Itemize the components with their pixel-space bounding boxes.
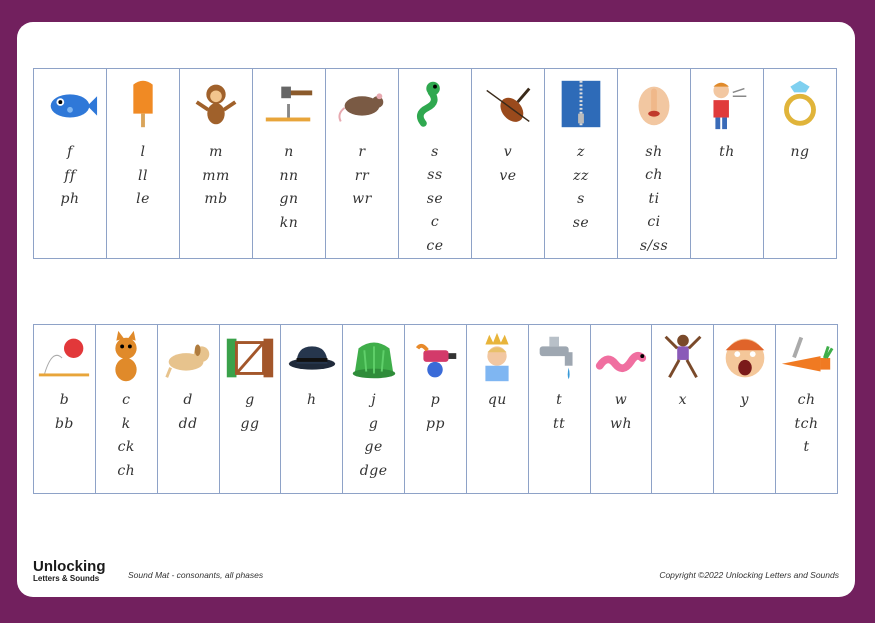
grapheme: g <box>245 392 255 408</box>
grapheme: c <box>430 214 440 230</box>
row2-sound-card <box>775 325 837 493</box>
consonant-row-2 <box>33 324 838 494</box>
grapheme: kn <box>279 214 299 231</box>
grapheme: nn <box>279 167 299 184</box>
yelling-face-icon <box>714 327 776 389</box>
grapheme-list <box>117 389 135 483</box>
grapheme: f <box>67 144 73 160</box>
grapheme: dd <box>178 415 198 432</box>
grapheme: wr <box>352 191 372 207</box>
monkey-icon <box>185 73 247 135</box>
worm-icon <box>590 327 652 389</box>
grapheme: l <box>140 144 146 160</box>
grapheme: ch <box>645 167 663 183</box>
grapheme-list <box>279 141 298 235</box>
copyright-text: Copyright ©2022 Unlocking Letters and Sounds <box>659 570 839 580</box>
grapheme: ti <box>648 190 660 207</box>
grapheme: t <box>803 439 810 455</box>
grapheme-list <box>610 389 632 436</box>
violin-icon <box>477 73 539 135</box>
row1-sound-card <box>325 69 398 258</box>
grapheme-list <box>719 141 735 165</box>
grapheme: p <box>430 392 441 408</box>
grapheme: s/ss <box>639 237 669 254</box>
ring-icon <box>769 73 831 135</box>
grapheme-list <box>55 389 74 436</box>
snake-icon <box>404 73 466 135</box>
grapheme-list <box>136 141 150 212</box>
grapheme: rr <box>354 167 370 184</box>
dog-icon <box>157 327 219 389</box>
grapheme: ck <box>117 439 135 455</box>
row1-sound-card <box>398 69 471 258</box>
sound-mat-sheet <box>17 22 855 597</box>
unlocking-logo <box>33 559 106 583</box>
grapheme: s <box>431 143 439 160</box>
grapheme-list <box>179 389 198 436</box>
consonant-row-1 <box>33 68 837 259</box>
row1-sound-card <box>106 69 179 258</box>
fish-icon <box>39 73 101 135</box>
row1-sound-card <box>544 69 617 258</box>
logo-title: Unlocking <box>33 558 106 575</box>
grapheme: ll <box>138 167 148 184</box>
grapheme: ch <box>117 462 136 479</box>
grapheme: n <box>284 144 294 160</box>
row1-sound-card <box>252 69 325 258</box>
row2-sound-card <box>713 325 775 493</box>
grapheme: th <box>719 144 735 160</box>
grapheme: b <box>59 392 70 408</box>
grapheme: ci <box>647 214 661 230</box>
grapheme: k <box>121 415 131 432</box>
row2-sound-card <box>590 325 652 493</box>
grapheme: wh <box>610 415 633 432</box>
grapheme: t <box>556 392 563 408</box>
row1-sound-card <box>34 69 106 258</box>
grapheme: g <box>368 415 379 432</box>
grapheme: bb <box>54 415 74 432</box>
shush-finger-icon <box>623 73 685 135</box>
row2-sound-card <box>157 325 219 493</box>
grapheme: r <box>358 144 366 160</box>
grapheme: ph <box>60 191 80 207</box>
mat-caption: Sound Mat - consonants, all phases <box>128 570 264 580</box>
grapheme: ge <box>364 439 383 455</box>
grapheme: d <box>183 392 193 408</box>
grapheme: mb <box>204 191 228 207</box>
zip-icon <box>550 73 612 135</box>
grapheme: tt <box>553 415 566 432</box>
cat-icon <box>95 327 157 389</box>
row1-sound-card <box>617 69 690 258</box>
grapheme-list <box>679 389 687 413</box>
row1-sound-card <box>471 69 544 258</box>
row2-sound-card <box>280 325 342 493</box>
grapheme-list <box>573 141 589 235</box>
grapheme: j <box>371 392 377 408</box>
grapheme-list <box>61 141 80 212</box>
row2-sound-card <box>34 325 95 493</box>
grapheme: s <box>577 191 585 207</box>
grapheme: qu <box>487 392 507 408</box>
grapheme: ng <box>790 144 810 160</box>
grapheme: mm <box>202 167 230 184</box>
boy-breathing-icon <box>696 73 758 135</box>
rat-icon <box>331 73 393 135</box>
queen-icon <box>466 327 528 389</box>
jelly-icon <box>343 327 405 389</box>
row1-sound-card <box>690 69 763 258</box>
gate-icon <box>219 327 281 389</box>
row2-sound-card <box>342 325 404 493</box>
paint-tube-icon <box>404 327 466 389</box>
grapheme: le <box>136 191 150 207</box>
grapheme: ff <box>64 167 76 184</box>
girl-jumping-icon <box>652 327 714 389</box>
grapheme-list <box>202 141 230 212</box>
tap-icon <box>528 327 590 389</box>
chopped-carrot-icon <box>776 327 838 389</box>
ice-lolly-icon <box>112 73 174 135</box>
grapheme: pp <box>426 415 445 432</box>
grapheme-list <box>426 141 443 259</box>
row1-sound-card <box>179 69 252 258</box>
grapheme: gn <box>279 191 299 207</box>
grapheme-list <box>499 141 516 188</box>
grapheme: v <box>503 144 513 160</box>
grapheme: y <box>740 392 749 408</box>
bouncing-ball-icon <box>33 327 95 389</box>
grapheme: x <box>678 392 688 408</box>
grapheme: se <box>572 214 590 231</box>
hat-icon <box>281 327 343 389</box>
row1-sound-card <box>763 69 836 258</box>
grapheme: ss <box>427 167 443 183</box>
grapheme: z <box>577 144 585 160</box>
grapheme-list <box>640 141 668 259</box>
grapheme: ch <box>797 392 816 408</box>
grapheme: m <box>209 144 223 160</box>
grapheme: ve <box>499 167 517 184</box>
grapheme: se <box>426 190 444 207</box>
grapheme: zz <box>573 167 589 184</box>
row2-sound-card <box>651 325 713 493</box>
grapheme-list <box>426 389 445 436</box>
grapheme-list <box>360 389 388 483</box>
row2-sound-card <box>404 325 466 493</box>
grapheme: c <box>122 392 131 408</box>
row2-sound-card <box>95 325 157 493</box>
hammer-nail-icon <box>258 73 320 135</box>
grapheme: gg <box>240 415 260 432</box>
grapheme-list <box>795 389 819 460</box>
grapheme: w <box>614 392 628 408</box>
grapheme-list <box>352 141 372 212</box>
grapheme: tch <box>794 415 819 432</box>
grapheme-list <box>307 389 317 413</box>
grapheme: dge <box>359 462 388 479</box>
grapheme: h <box>307 392 317 408</box>
grapheme: ce <box>426 237 444 254</box>
logo-subtitle: Letters & Sounds <box>33 574 100 583</box>
grapheme-list <box>740 389 748 413</box>
grapheme-list <box>240 389 259 436</box>
row2-sound-card <box>219 325 281 493</box>
row2-sound-card <box>466 325 528 493</box>
row2-sound-card <box>528 325 590 493</box>
grapheme-list <box>791 141 810 165</box>
grapheme-list <box>488 389 507 413</box>
grapheme: sh <box>645 143 663 160</box>
grapheme-list <box>553 389 565 436</box>
